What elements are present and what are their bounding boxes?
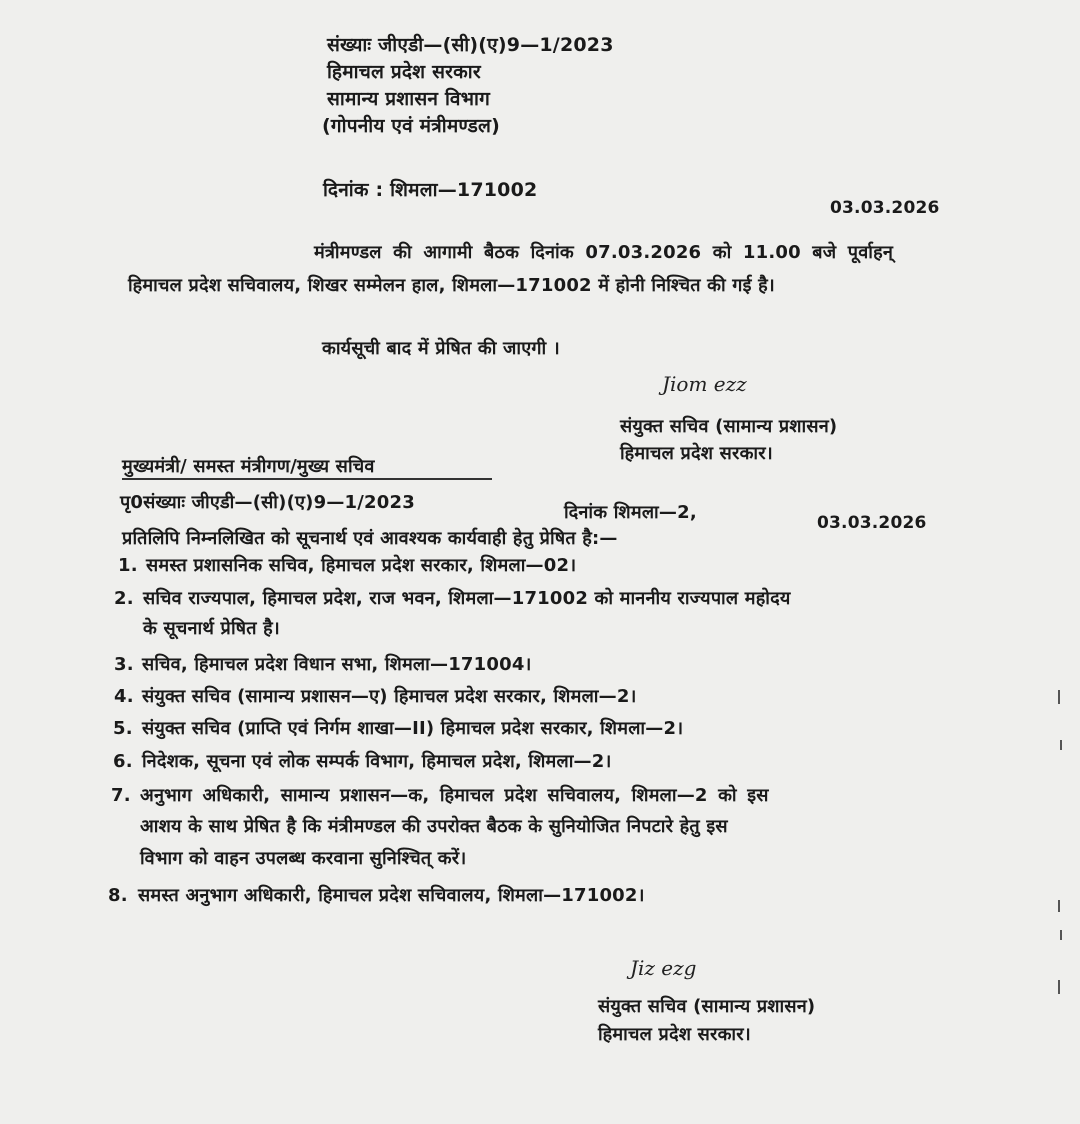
government-name: हिमाचल प्रदेश सरकार xyxy=(327,61,481,83)
body-paragraph-line-2: हिमाचल प्रदेश सचिवालय, शिखर सम्मेलन हाल, शिमला—171002 में होनी निश्चित की गई है। xyxy=(128,275,775,296)
list-item-text: अनुभाग अधिकारी, सामान्य प्रशासन—क, हिमाचल प्रदेश सचिवालय, शिमला—2 को इस xyxy=(140,785,769,806)
list-item-text: सचिव राज्यपाल, हिमाचल प्रदेश, राज भवन, शिमला—171002 को माननीय राज्यपाल महोदय xyxy=(143,588,791,609)
list-item-text: समस्त प्रशासनिक सचिव, हिमाचल प्रदेश सरकार, शिमला—02। xyxy=(146,555,577,576)
dateline-date: 03.03.2026 xyxy=(830,198,940,218)
list-item-text: संयुक्त सचिव (सामान्य प्रशासन—ए) हिमाचल प्रदेश सरकार, शिमला—2। xyxy=(142,686,637,707)
signatory-designation-2: संयुक्त सचिव (सामान्य प्रशासन) xyxy=(598,996,816,1017)
section-name: (गोपनीय एवं मंत्रीमण्डल) xyxy=(322,115,500,137)
list-item-text: समस्त अनुभाग अधिकारी, हिमाचल प्रदेश सचिवालय, शिमला—171002। xyxy=(138,885,645,906)
addressee-line: मुख्यमंत्री/ समस्त मंत्रीगण/मुख्य सचिव xyxy=(122,456,375,477)
reference-number: संख्याः जीएडी—(सी)(ए)9—1/2023 xyxy=(327,34,614,56)
list-item-number: 2. xyxy=(114,588,134,609)
list-item-text: संयुक्त सचिव (प्राप्ति एवं निर्गम शाखा—II) हिमाचल प्रदेश सरकार, शिमला—2। xyxy=(142,718,684,739)
signatory-office-2: हिमाचल प्रदेश सरकार। xyxy=(598,1024,751,1045)
endorsement-intro: प्रतिलिपि निम्नलिखित को सूचनार्थ एवं आवश्यक कार्यवाही हेतु प्रेषित है:— xyxy=(122,528,618,549)
endorsement-date: 03.03.2026 xyxy=(817,513,927,533)
dateline-place: दिनांक : शिमला—171002 xyxy=(323,179,538,201)
signatory-office-1: हिमाचल प्रदेश सरकार। xyxy=(620,443,773,464)
list-item-number: 3. xyxy=(114,654,134,675)
endorsement-place: दिनांक शिमला—2, xyxy=(564,502,697,523)
scan-artifact xyxy=(1060,740,1062,750)
signature-scrawl-2: Jiz ezg xyxy=(630,956,697,980)
list-item-text: निदेशक, सूचना एवं लोक सम्पर्क विभाग, हिमाचल प्रदेश, शिमला—2। xyxy=(142,751,612,772)
addressee-underline xyxy=(122,478,492,480)
scan-artifact xyxy=(1058,690,1060,704)
department-name: सामान्य प्रशासन विभाग xyxy=(327,88,491,110)
list-item-text-continued: के सूचनार्थ प्रेषित है। xyxy=(143,618,280,639)
list-item-number: 5. xyxy=(113,718,133,739)
list-item-number: 1. xyxy=(118,555,138,576)
list-item-number: 4. xyxy=(114,686,134,707)
scan-artifact xyxy=(1058,980,1060,994)
scan-artifact xyxy=(1060,930,1062,940)
list-item-number: 6. xyxy=(113,751,133,772)
endorsement-reference-number: पृ0संख्याः जीएडी—(सी)(ए)9—1/2023 xyxy=(120,492,415,513)
list-item-text-continued: विभाग को वाहन उपलब्ध करवाना सुनिश्चित् करें। xyxy=(140,848,467,869)
body-paragraph-line-1: मंत्रीमण्डल की आगामी बैठक दिनांक 07.03.2026 को 11.00 बजे पूर्वाहन् xyxy=(314,242,894,263)
list-item-text: सचिव, हिमाचल प्रदेश विधान सभा, शिमला—171004। xyxy=(142,654,532,675)
list-item-number: 7. xyxy=(111,785,131,806)
signature-scrawl-1: Jiom ezz xyxy=(662,372,747,396)
scan-artifact xyxy=(1058,900,1060,912)
list-item-text-continued: आशय के साथ प्रेषित है कि मंत्रीमण्डल की उपरोक्त बैठक के सुनियोजित निपटारे हेतु इस xyxy=(140,816,728,837)
list-item-number: 8. xyxy=(108,885,128,906)
body-paragraph-2: कार्यसूची बाद में प्रेषित की जाएगी । xyxy=(322,338,560,359)
signatory-designation-1: संयुक्त सचिव (सामान्य प्रशासन) xyxy=(620,416,838,437)
